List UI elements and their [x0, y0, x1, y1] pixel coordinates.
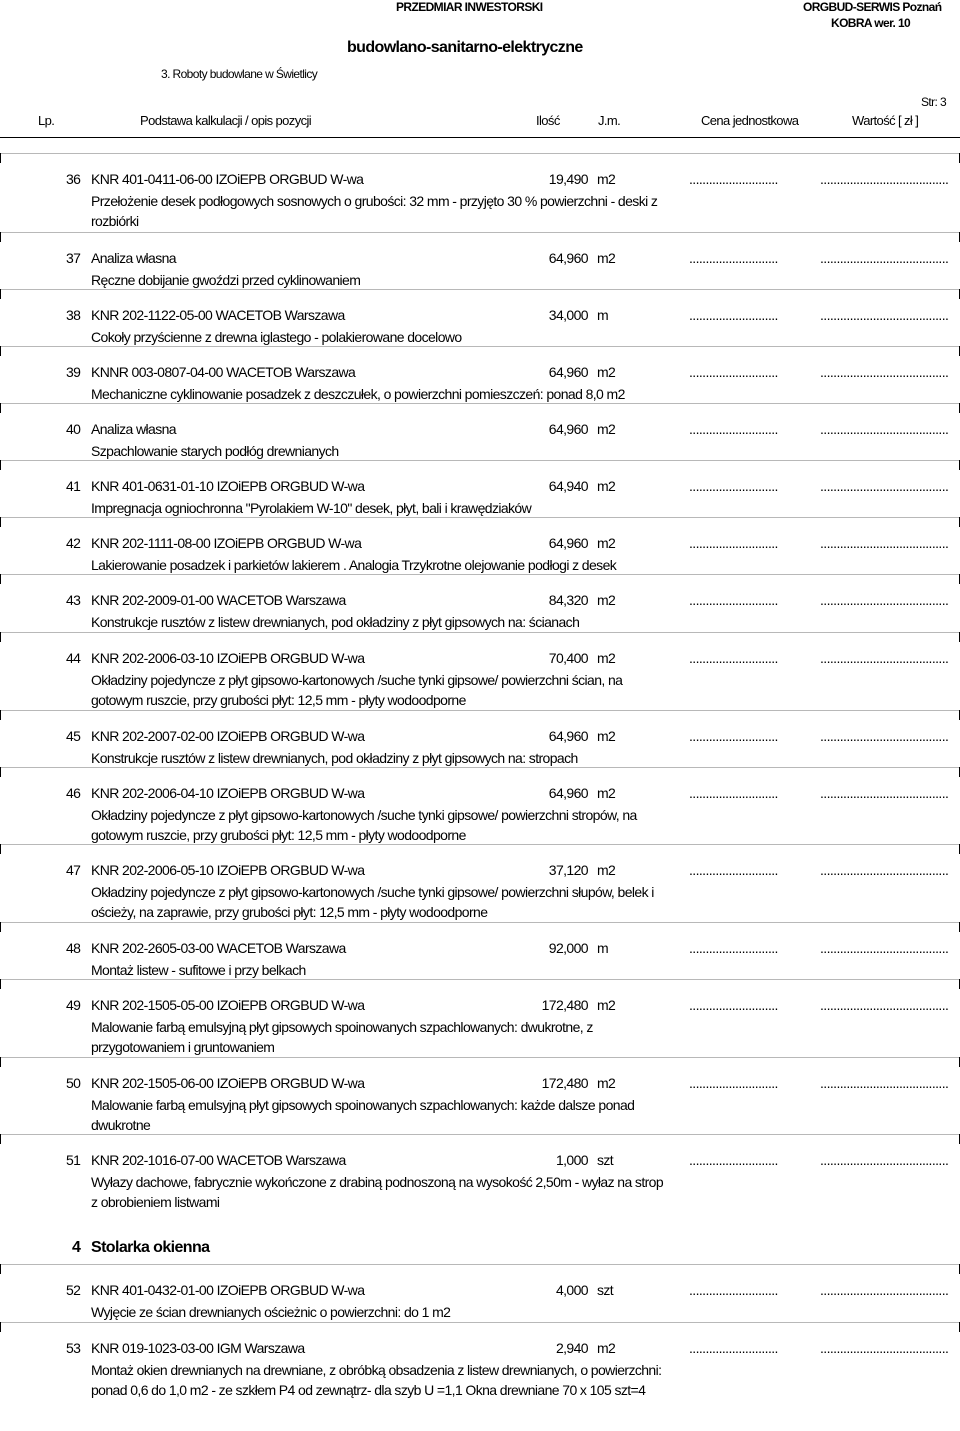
- unit-of-measure: m2: [597, 1340, 616, 1356]
- quantity: 64,960: [548, 728, 588, 744]
- col-qty: Ilość: [536, 113, 560, 128]
- col-value: Wartość [ zł ]: [852, 113, 919, 128]
- unit-price-placeholder: ...........................: [689, 592, 778, 608]
- quantity: 37,120: [548, 862, 588, 878]
- position-description: Cokoły przyścienne z drewna iglastego - polakierowane docelowo: [91, 329, 462, 345]
- position-number: 50: [66, 1075, 81, 1091]
- position-description: Impregnacja ogniochronna "Pyrolakiem W-10" desek, płyt, bali i krawędziaków: [91, 500, 532, 516]
- entry-separator: [0, 632, 960, 642]
- unit-of-measure: m2: [597, 250, 616, 266]
- position-description: Mechaniczne cyklinowanie posadzek z deszczułek, o powierzchni pomieszczeń: ponad 8,0 m2: [91, 386, 625, 402]
- unit-price-placeholder: ...........................: [689, 1340, 778, 1356]
- position-number: 42: [66, 535, 81, 551]
- unit-of-measure: m2: [597, 785, 616, 801]
- value-placeholder: .......................................: [820, 535, 949, 551]
- quantity: 92,000: [548, 940, 588, 956]
- position-description: Okładziny pojedyncze z płyt gipsowo-kartonowych /suche tynki gipsowe/ powierzchni ścian, na gotowym ruszcie, przy grubości płyt: 12,5 mm - płyty wodoodporne: [91, 672, 623, 708]
- position-number: 43: [66, 592, 81, 608]
- entry-separator: [0, 153, 960, 163]
- position-description: Wyjęcie ze ścian drewnianych ościeżnic o powierzchni: do 1 m2: [91, 1304, 451, 1320]
- value-placeholder: .......................................: [820, 307, 949, 323]
- unit-of-measure: m2: [597, 1075, 616, 1091]
- position-description: Ręczne dobijanie gwoździ przed cyklinowaniem: [91, 272, 361, 288]
- entry-separator: [0, 1322, 960, 1332]
- entry-separator: [0, 460, 960, 470]
- position-number: 47: [66, 862, 81, 878]
- calculation-basis: KNR 202-1505-05-00 IZOiEPB ORGBUD W-wa: [91, 997, 365, 1013]
- position-number: 38: [66, 307, 81, 323]
- entry-separator: [0, 1264, 960, 1274]
- unit-price-placeholder: ...........................: [689, 862, 778, 878]
- entry-separator: [0, 1134, 960, 1144]
- unit-of-measure: m2: [597, 997, 616, 1013]
- section-name: Stolarka okienna: [91, 1239, 210, 1256]
- unit-price-placeholder: ...........................: [689, 250, 778, 266]
- unit-price-placeholder: ...........................: [689, 1152, 778, 1168]
- calculation-basis: KNR 202-1111-08-00 IZOiEPB ORGBUD W-wa: [91, 535, 362, 551]
- calculation-basis: KNR 202-2009-01-00 WACETOB Warszawa: [91, 592, 346, 608]
- calculation-basis: KNR 202-2006-03-10 IZOiEPB ORGBUD W-wa: [91, 650, 365, 666]
- value-placeholder: .......................................: [820, 650, 949, 666]
- calculation-basis: Analiza własna: [91, 250, 176, 266]
- value-placeholder: .......................................: [820, 250, 949, 266]
- unit-of-measure: m2: [597, 728, 616, 744]
- section-number: 4: [72, 1239, 81, 1256]
- unit-price-placeholder: ...........................: [689, 535, 778, 551]
- position-description: Szpachlowanie starych podłóg drewnianych: [91, 443, 339, 459]
- section-heading: [0, 1239, 960, 1263]
- unit-price-placeholder: ...........................: [689, 421, 778, 437]
- calculation-basis: KNNR 003-0807-04-00 WACETOB Warszawa: [91, 364, 356, 380]
- quantity: 64,960: [548, 785, 588, 801]
- unit-of-measure: m2: [597, 364, 616, 380]
- value-placeholder: .......................................: [820, 478, 949, 494]
- position-description: Okładziny pojedyncze z płyt gipsowo-kartonowych /suche tynki gipsowe/ powierzchni stropów, na gotowym ruszcie, przy grubości płyt: 12,5 mm - płyty wodoodporne: [91, 807, 637, 843]
- company-name: ORGBUD-SERWIS Poznań: [803, 0, 942, 14]
- position-description: Lakierowanie posadzek i parkietów lakierem . Analogia Trzykrotne olejowanie podłogi z desek: [91, 557, 617, 573]
- unit-price-placeholder: ...........................: [689, 650, 778, 666]
- position-description: Wyłazy dachowe, fabrycznie wykończone z drabiną podnoszoną na wysokość 2,50m - wyłaz na strop z obrobieniem listwami: [91, 1174, 664, 1210]
- position-number: 51: [66, 1152, 81, 1168]
- value-placeholder: .......................................: [820, 728, 949, 744]
- quantity: 64,960: [548, 421, 588, 437]
- entry-separator: [0, 710, 960, 720]
- calculation-basis: KNR 202-1505-06-00 IZOiEPB ORGBUD W-wa: [91, 1075, 365, 1091]
- entry-separator: [0, 922, 960, 932]
- col-lp: Lp.: [38, 113, 55, 128]
- quantity: 64,960: [548, 250, 588, 266]
- calculation-basis: Analiza własna: [91, 421, 176, 437]
- position-number: 40: [66, 421, 81, 437]
- position-description: Konstrukcje rusztów z listew drewnianych, pod okładziny z płyt gipsowych na: stropach: [91, 750, 578, 766]
- value-placeholder: .......................................: [820, 997, 949, 1013]
- document-subtitle: budowlano-sanitarno-elektryczne: [347, 39, 583, 56]
- unit-price-placeholder: ...........................: [689, 940, 778, 956]
- unit-price-placeholder: ...........................: [689, 171, 778, 187]
- quantity: 64,960: [548, 364, 588, 380]
- value-placeholder: .......................................: [820, 862, 949, 878]
- quantity: 64,940: [548, 478, 588, 494]
- object-name: 3. Roboty budowlane w Świetlicy: [161, 67, 318, 81]
- unit-of-measure: szt: [597, 1282, 614, 1298]
- quantity: 70,400: [548, 650, 588, 666]
- value-placeholder: .......................................: [820, 1075, 949, 1091]
- entry-separator: [0, 574, 960, 584]
- quantity: 34,000: [548, 307, 588, 323]
- calculation-basis: KNR 202-2006-05-10 IZOiEPB ORGBUD W-wa: [91, 862, 365, 878]
- quantity: 2,940: [555, 1340, 588, 1356]
- value-placeholder: .......................................: [820, 364, 949, 380]
- unit-price-placeholder: ...........................: [689, 478, 778, 494]
- calculation-basis: KNR 401-0411-06-00 IZOiEPB ORGBUD W-wa: [91, 171, 364, 187]
- position-number: 52: [66, 1282, 81, 1298]
- position-number: 41: [66, 478, 81, 494]
- unit-of-measure: m2: [597, 171, 616, 187]
- entry-separator: [0, 346, 960, 356]
- position-description: Przełożenie desek podłogowych sosnowych o grubości: 32 mm - przyjęto 30 % powierzchni - deski z rozbiórki: [91, 193, 658, 229]
- position-number: 45: [66, 728, 81, 744]
- document-title: PRZEDMIAR INWESTORSKI: [396, 0, 543, 14]
- quantity: 84,320: [548, 592, 588, 608]
- entry-separator: [0, 767, 960, 777]
- software-version: KOBRA wer. 10: [831, 16, 911, 30]
- unit-price-placeholder: ...........................: [689, 1075, 778, 1091]
- calculation-basis: KNR 202-1122-05-00 WACETOB Warszawa: [91, 307, 345, 323]
- value-placeholder: .......................................: [820, 171, 949, 187]
- entry-separator: [0, 403, 960, 413]
- quantity: 172,480: [541, 997, 588, 1013]
- position-number: 49: [66, 997, 81, 1013]
- unit-price-placeholder: ...........................: [689, 728, 778, 744]
- position-description: Okładziny pojedyncze z płyt gipsowo-kartonowych /suche tynki gipsowe/ powierzchni słupów, belek i ościeży, na zaprawie, przy grubości płyt: 12,5 mm - płyty wodoodporne: [91, 884, 654, 920]
- unit-price-placeholder: ...........................: [689, 307, 778, 323]
- position-description: Montaż okien drewnianych na drewniane, z obróbką obsadzenia z listew drewnianych, o powierzchni: ponad 0,6 do 1,0 m2 - ze szkłem P4 od zewnątrz- dla szyb U =1,1 Okna drewniane 70 x 105 szt=4: [91, 1362, 662, 1398]
- quantity: 1,000: [555, 1152, 588, 1168]
- value-placeholder: .......................................: [820, 1152, 949, 1168]
- value-placeholder: .......................................: [820, 785, 949, 801]
- calculation-basis: KNR 202-2605-03-00 WACETOB Warszawa: [91, 940, 346, 956]
- entry-separator: [0, 1057, 960, 1067]
- calculation-basis: KNR 401-0631-01-10 IZOiEPB ORGBUD W-wa: [91, 478, 365, 494]
- unit-of-measure: m2: [597, 592, 616, 608]
- col-price: Cena jednostkowa: [701, 113, 799, 128]
- unit-of-measure: m2: [597, 535, 616, 551]
- header-rule: [0, 137, 960, 138]
- quantity: 172,480: [541, 1075, 588, 1091]
- entry-separator: [0, 289, 960, 299]
- unit-of-measure: szt: [597, 1152, 614, 1168]
- calculation-basis: KNR 202-2007-02-00 IZOiEPB ORGBUD W-wa: [91, 728, 365, 744]
- position-description: Montaż listew - sufitowe i przy belkach: [91, 962, 306, 978]
- calculation-basis: KNR 202-1016-07-00 WACETOB Warszawa: [91, 1152, 346, 1168]
- position-number: 48: [66, 940, 81, 956]
- position-number: 39: [66, 364, 81, 380]
- col-unit: J.m.: [598, 113, 621, 128]
- value-placeholder: .......................................: [820, 592, 949, 608]
- quantity: 64,960: [548, 535, 588, 551]
- calculation-basis: KNR 019-1023-03-00 IGM Warszawa: [91, 1340, 305, 1356]
- position-number: 36: [66, 171, 81, 187]
- quantity: 19,490: [548, 171, 588, 187]
- unit-of-measure: m: [597, 940, 609, 956]
- unit-of-measure: m2: [597, 478, 616, 494]
- position-number: 53: [66, 1340, 81, 1356]
- unit-of-measure: m2: [597, 650, 616, 666]
- unit-price-placeholder: ...........................: [689, 1282, 778, 1298]
- unit-price-placeholder: ...........................: [689, 364, 778, 380]
- position-number: 46: [66, 785, 81, 801]
- position-number: 44: [66, 650, 81, 666]
- unit-of-measure: m2: [597, 421, 616, 437]
- calculation-basis: KNR 401-0432-01-00 IZOiEPB ORGBUD W-wa: [91, 1282, 365, 1298]
- value-placeholder: .......................................: [820, 940, 949, 956]
- unit-of-measure: m2: [597, 862, 616, 878]
- calculation-basis: KNR 202-2006-04-10 IZOiEPB ORGBUD W-wa: [91, 785, 365, 801]
- value-placeholder: .......................................: [820, 1340, 949, 1356]
- position-description: Malowanie farbą emulsyjną płyt gipsowych spoinowanych szpachlowanych: dwukrotne, z przygotowaniem i gruntowaniem: [91, 1019, 593, 1055]
- value-placeholder: .......................................: [820, 421, 949, 437]
- column-headers: [0, 113, 960, 131]
- position-description: Konstrukcje rusztów z listew drewnianych, pod okładziny z płyt gipsowych na: ścianach: [91, 614, 580, 630]
- unit-price-placeholder: ...........................: [689, 997, 778, 1013]
- entry-separator: [0, 844, 960, 854]
- value-placeholder: .......................................: [820, 1282, 949, 1298]
- entry-separator: [0, 517, 960, 527]
- entry-separator: [0, 232, 960, 242]
- position-description: Malowanie farbą emulsyjną płyt gipsowych spoinowanych szpachlowanych: każde dalsze ponad dwukrotne: [91, 1097, 635, 1133]
- quantity: 4,000: [555, 1282, 588, 1298]
- page-number: Str: 3: [921, 95, 947, 109]
- position-number: 37: [66, 250, 81, 266]
- unit-price-placeholder: ...........................: [689, 785, 778, 801]
- col-basis: Podstawa kalkulacji / opis pozycji: [140, 113, 312, 128]
- entry-separator: [0, 979, 960, 989]
- unit-of-measure: m: [597, 307, 609, 323]
